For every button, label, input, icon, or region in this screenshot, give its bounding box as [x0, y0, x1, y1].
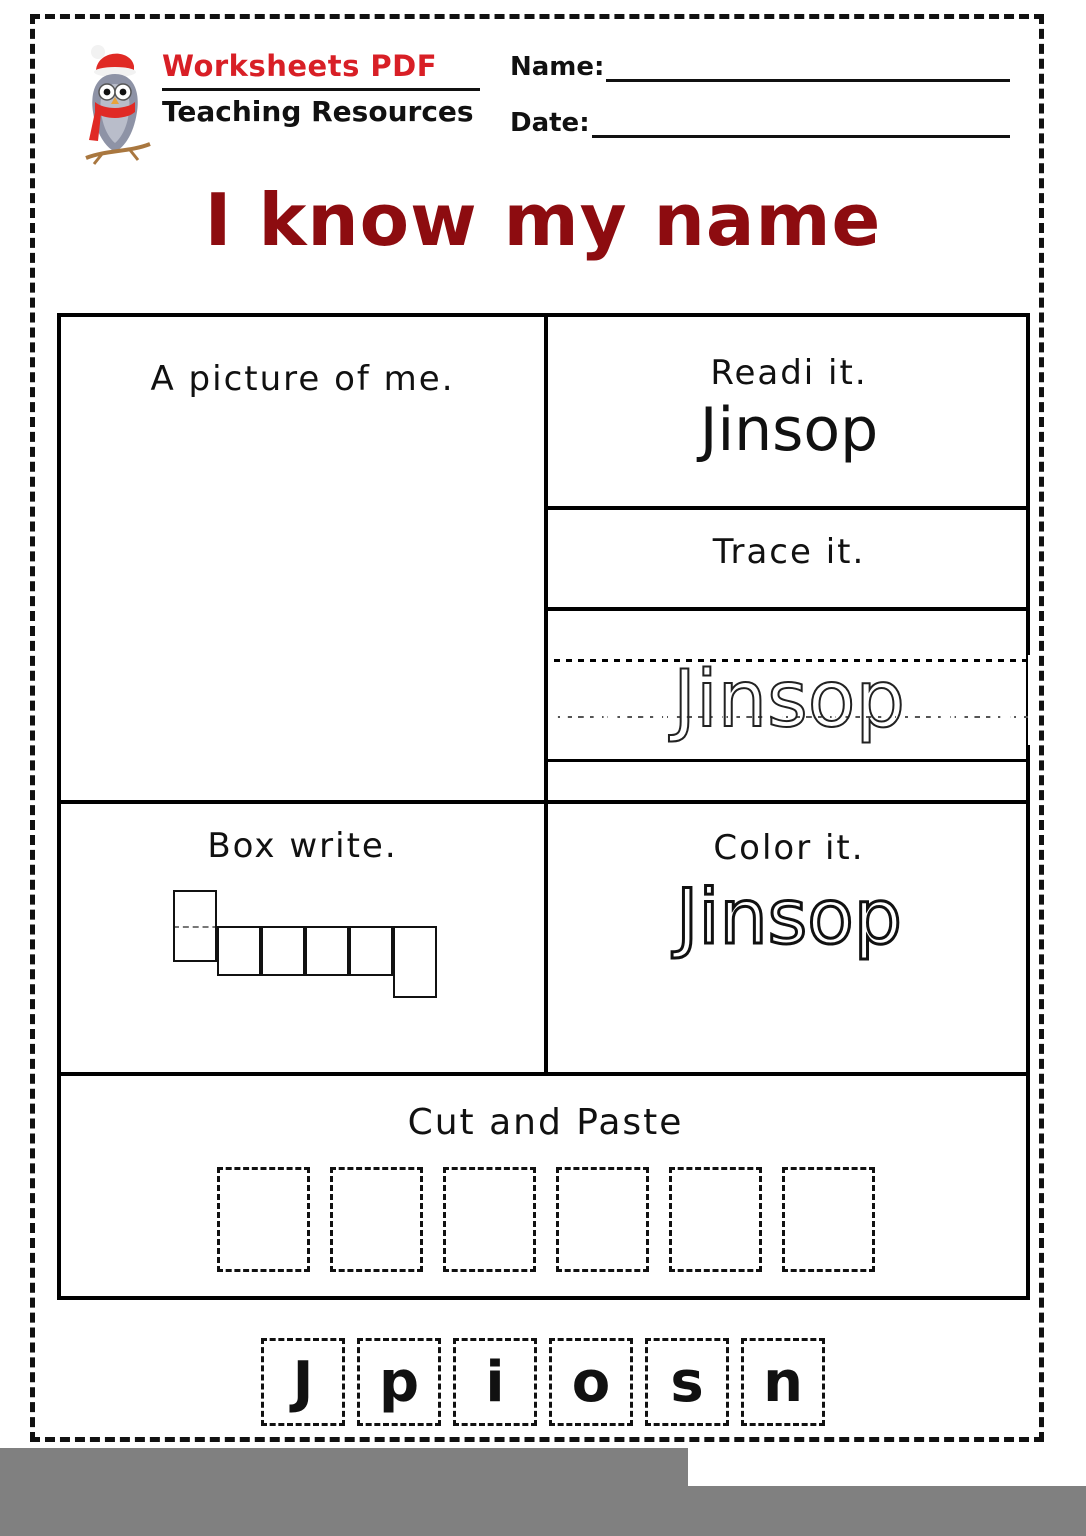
- box-write-shape: [173, 890, 433, 1002]
- color-it-name: Jinsop: [675, 872, 903, 961]
- name-field-row: [510, 52, 1010, 82]
- picture-of-me-label: A picture of me.: [150, 359, 455, 399]
- name-date-fields: [510, 52, 1010, 164]
- paste-box[interactable]: [782, 1167, 875, 1272]
- color-it-label: Color it.: [713, 828, 865, 868]
- date-field-row: [510, 108, 1010, 138]
- paste-box[interactable]: [669, 1167, 762, 1272]
- owl-with-santa-hat-icon: [82, 40, 154, 170]
- brand-line-2: Teaching Resources: [162, 95, 474, 128]
- letter-tile[interactable]: p: [357, 1338, 441, 1426]
- brand-logo: [70, 34, 490, 164]
- paste-box[interactable]: [330, 1167, 423, 1272]
- box-write-box: [173, 890, 217, 962]
- brand-divider: [162, 88, 480, 91]
- paste-box-row: [61, 1167, 1030, 1272]
- brand-text: [162, 48, 492, 129]
- read-it-cell: [548, 317, 1030, 510]
- cut-and-paste-cell: [61, 1076, 1030, 1296]
- letter-tile[interactable]: i: [453, 1338, 537, 1426]
- trace-it-label-cell: [548, 510, 1030, 611]
- trace-it-writing-area[interactable]: [548, 611, 1030, 804]
- letter-tile[interactable]: J: [261, 1338, 345, 1426]
- read-it-label: Readi it.: [710, 353, 868, 393]
- letter-tile[interactable]: o: [549, 1338, 633, 1426]
- paste-box[interactable]: [556, 1167, 649, 1272]
- box-write-label: Box write.: [207, 826, 398, 866]
- worksheet-grid: [57, 313, 1030, 1300]
- box-write-box: [261, 926, 305, 976]
- trace-it-label: Trace it.: [712, 532, 866, 572]
- read-it-name: Jinsop: [699, 395, 879, 465]
- letter-tiles-row: [0, 1338, 1086, 1426]
- box-write-box: [305, 926, 349, 976]
- letter-tile[interactable]: s: [645, 1338, 729, 1426]
- worksheet-header: [70, 34, 1010, 164]
- trace-line-bottom: [548, 759, 1030, 762]
- box-write-box: [393, 926, 437, 998]
- name-label: Name:: [510, 52, 605, 82]
- box-write-cell[interactable]: [61, 804, 548, 1076]
- paste-box[interactable]: [217, 1167, 310, 1272]
- letter-tile[interactable]: n: [741, 1338, 825, 1426]
- trace-it-name: Jinsop: [548, 655, 1030, 745]
- box-write-box: [349, 926, 393, 976]
- name-input-line[interactable]: [606, 58, 1010, 82]
- color-it-cell[interactable]: [548, 804, 1030, 1076]
- paste-box[interactable]: [443, 1167, 536, 1272]
- picture-of-me-cell[interactable]: [61, 317, 548, 804]
- brand-line-1: Worksheets PDF: [162, 49, 438, 83]
- page-title: I know my name: [204, 178, 882, 262]
- date-input-line[interactable]: [592, 114, 1010, 138]
- bottom-white-notch: [688, 1448, 1086, 1486]
- box-write-box: [217, 926, 261, 976]
- date-label: Date:: [510, 108, 590, 138]
- cut-and-paste-label: Cut and Paste: [407, 1102, 684, 1143]
